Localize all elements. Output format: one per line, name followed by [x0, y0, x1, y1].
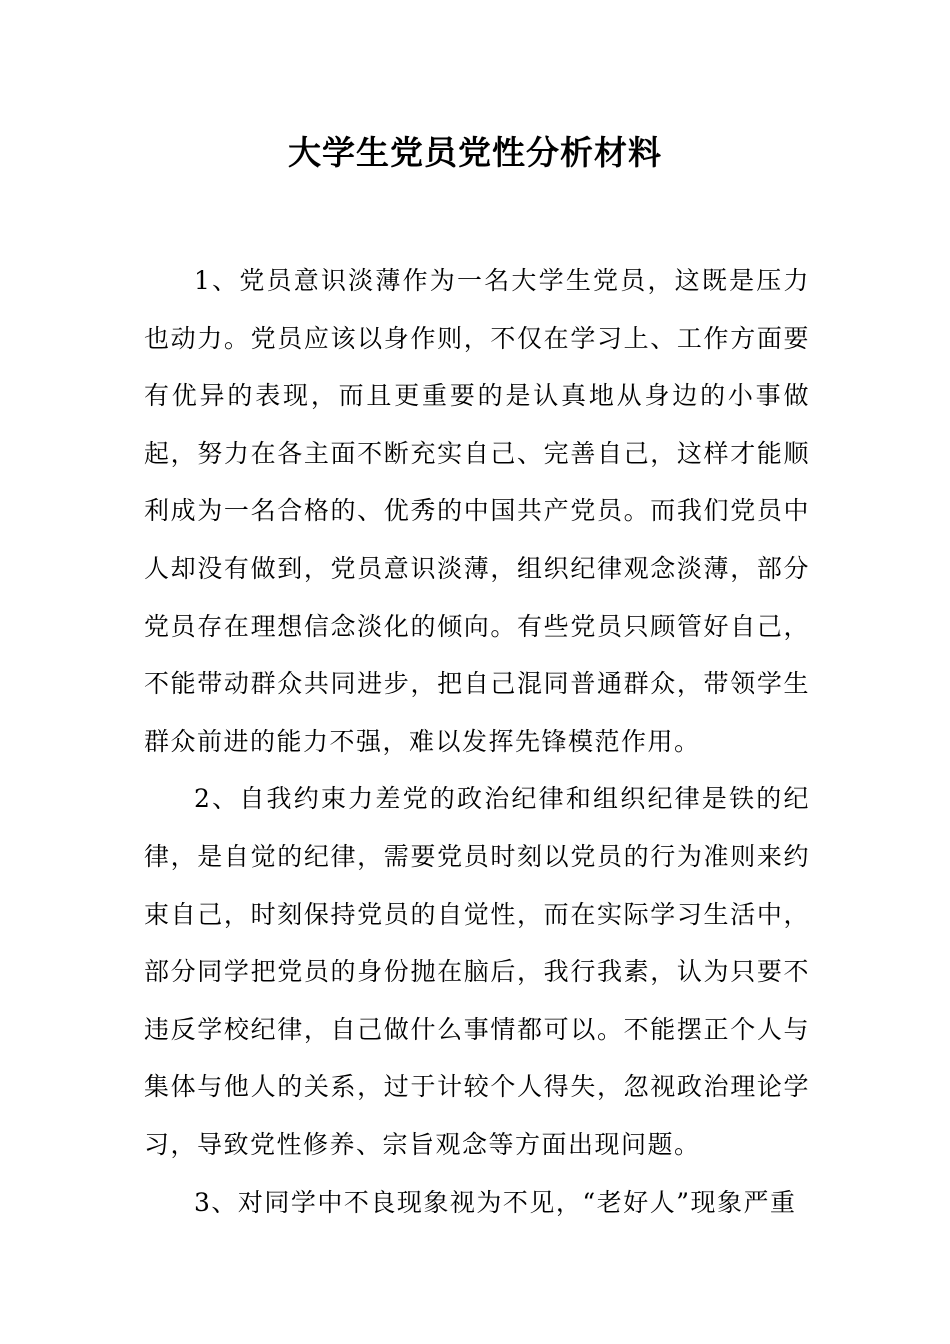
document-body — [144, 252, 810, 1231]
paragraph-3: 3、对同学中不良现象视为不见，“老好人”现象严重 — [194, 1187, 797, 1217]
paragraph-2: 2、自我约束力差党的政治纪律和组织纪律是铁的纪律，是自觉的纪律，需要党员时刻以党员的行为准则来约束自己，时刻保持党员的自觉性，而在实际学习生活中，部分同学把党员的身份抛在脑后，我行我素，认为只要不违反学校纪律，自己做什么事情都可以。不能摆正个人与集体与他人的关系，过于计较个人得失，忽视政治理论学习，导致党性修养、宗旨观念等方面出现问题。 — [144, 784, 810, 1159]
document-title: 大学生党员党性分析材料 — [288, 133, 662, 172]
paragraph-1: 1、党员意识淡薄作为一名大学生党员，这既是压力也动力。党员应该以身作则，不仅在学习上、工作方面要有优异的表现，而且更重要的是认真地从身边的小事做起，努力在各主面不断充实自己、完善自己，这样才能顺利成为一名合格的、优秀的中国共产党员。而我们党员中人却没有做到，党员意识淡薄，组织纪律观念淡薄，部分党员存在理想信念淡化的倾向。有些党员只顾管好自己，不能带动群众共同进步，把自己混同普通群众，带领学生群众前进的能力不强，难以发挥先锋模范作用。 — [144, 266, 810, 756]
